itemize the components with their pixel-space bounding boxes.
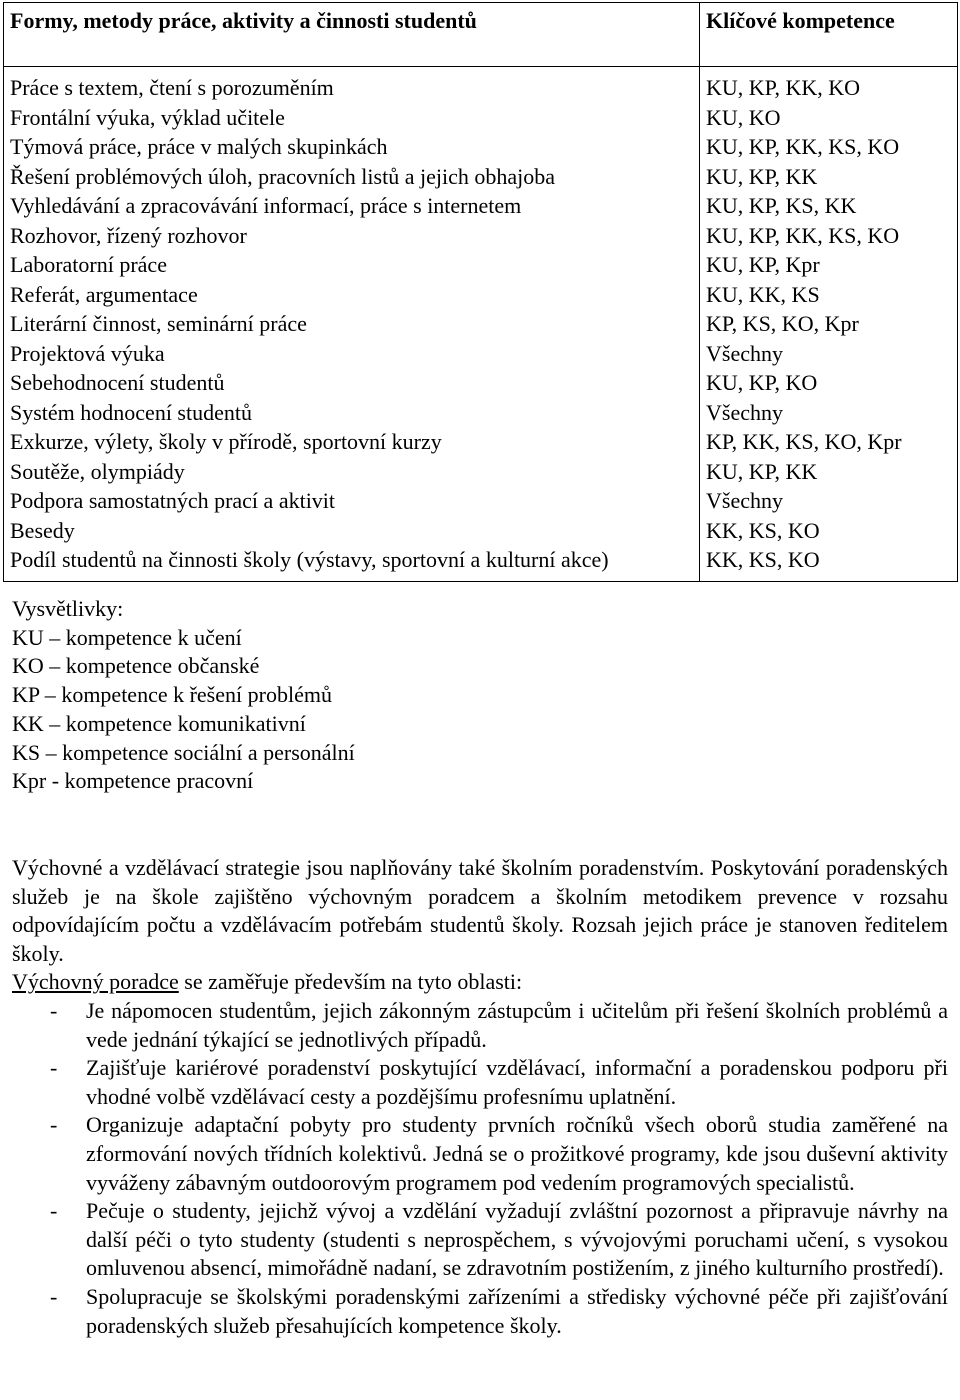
table-cell-activity: Rozhovor, řízený rozhovor — [10, 222, 247, 248]
legend-desc: kompetence k učení — [65, 624, 242, 650]
legend-desc: kompetence k řešení problémů — [61, 682, 332, 708]
list-item — [12, 1054, 948, 1111]
legend-desc: kompetence sociální a personální — [62, 739, 355, 765]
table-cell-activity: Exkurze, výlety, školy v přírodě, sportovní kurzy — [10, 429, 442, 454]
table-cell-competences: KU, KP, KS, KK — [706, 193, 857, 218]
list-item-text: Spolupracuje se školskými poradenskými zařízeními a středisky výchovné péče při zajišťování poradenských služeb přesahujících kompetence školy. — [86, 1283, 948, 1338]
list-item — [12, 997, 948, 1054]
table-header-row — [4, 3, 958, 67]
table-cell-activity: Referát, argumentace — [10, 281, 198, 307]
legend-item — [12, 739, 355, 768]
table-cell-activity: Besedy — [10, 517, 75, 543]
table-cell-competences: KP, KS, KO, Kpr — [706, 311, 859, 336]
table-cell-competences: KU, KO — [706, 104, 781, 130]
table-cell-competences: KU, KP, KK — [706, 458, 818, 484]
table-cell-activity: Systém hodnocení studentů — [10, 399, 252, 425]
legend-item — [12, 767, 355, 796]
legend-abbr: Kpr - — [12, 768, 60, 794]
table-cell-competences: KK, KS, KO — [706, 517, 820, 543]
list-item — [12, 1197, 948, 1283]
legend-item — [12, 710, 355, 739]
dash-marker: - — [50, 997, 58, 1023]
advisor-paragraph — [12, 968, 948, 997]
table-cell-competences: KU, KK, KS — [706, 281, 820, 307]
legend-desc: kompetence komunikativní — [65, 710, 306, 736]
table-cell-activity: Podpora samostatných prací a aktivit — [10, 488, 336, 513]
list-item-text: Zajišťuje kariérové poradenství poskytující vzdělávací, informační a poradenskou podporu při vhodné volbě vzdělávací cesty a pozdějšímu profesnímu uplatnění. — [86, 1055, 948, 1109]
table-cell-competences: KU, KP, KK, KS, KO — [706, 134, 900, 159]
legend-abbr: KP – — [12, 682, 56, 708]
legend-item — [12, 624, 355, 653]
counseling-text — [12, 854, 948, 1340]
advisor-tasks-list — [12, 997, 948, 1340]
dash-marker: - — [50, 1198, 58, 1224]
list-item — [12, 1111, 948, 1197]
table-cell-activity: Týmová práce, práce v malých skupinkách — [10, 134, 388, 159]
table-cell-competences: KU, KP, KO — [706, 370, 818, 395]
legend-item — [12, 681, 355, 710]
table-cell-activity: Práce s textem, čtení s porozuměním — [10, 75, 334, 100]
list-item-text: Pečuje o studenty, jejichž vývoj a vzdělání vyžadují zvláštní pozornost a připravuje návrhy na další péči o tyto studenty (studenti s neprospěchem, s vývojovými poruchami učení, s vysokou omluvenou absencí, mimořádně nadaní, se zdravotním postižením, z jiného kulturního prostředí). — [86, 1198, 948, 1281]
advisor-underlined: Výchovný poradce — [12, 969, 179, 995]
table-cell-competences: KU, KP, Kpr — [706, 252, 820, 277]
table-cell-competences: Všechny — [706, 340, 783, 366]
header-activities: Formy, metody práce, aktivity a činnosti studentů — [4, 3, 700, 67]
legend-abbr: KO – — [12, 653, 61, 679]
table-cell-activity: Řešení problémových úloh, pracovních listů a jejich obhajoba — [10, 163, 555, 189]
legend-items — [12, 624, 355, 796]
legend-title: Vysvětlivky: — [12, 596, 124, 621]
dash-marker: - — [50, 1283, 58, 1309]
table-cell-competences: KP, KK, KS, KO, Kpr — [706, 429, 902, 454]
legend-abbr: KS – — [12, 739, 57, 765]
table-cell-competences: KU, KP, KK, KO — [706, 75, 861, 100]
table-cell-competences: KU, KP, KK — [706, 163, 818, 189]
table-cell-activity: Projektová výuka — [10, 340, 165, 366]
legend-abbr: KK – — [12, 710, 61, 736]
table-cell-competences: Všechny — [706, 488, 783, 513]
table-cell-activity: Soutěže, olympiády — [10, 458, 185, 484]
table-cell-activity: Frontální výuka, výklad učitele — [10, 104, 285, 130]
competences-table — [3, 2, 958, 582]
table-cell-activity: Literární činnost, seminární práce — [10, 311, 307, 336]
list-item-text: Organizuje adaptační pobyty pro studenty prvních ročníků všech oborů studia zaměřené na zformování nových třídních kolektivů. Jedná se o prožitkové programy, kde jsou duševní aktivity vyváženy zábavným outdoorovým programem pod vedením programových specialistů. — [86, 1112, 948, 1195]
dash-marker: - — [50, 1112, 58, 1138]
table-body-row — [4, 67, 958, 582]
dash-marker: - — [50, 1055, 58, 1081]
table-cell-competences: Všechny — [706, 399, 783, 425]
intro-paragraph: Výchovné a vzdělávací strategie jsou naplňovány také školním poradenstvím. Poskytování poradenských služeb je na škole zajištěno výchovným poradcem a školním metodikem prevence v rozsahu odpovídajícím počtu a vzdělávacím potřebám studentů školy. Rozsah jejich práce je stanoven ředitelem školy. — [12, 855, 948, 966]
activities-column — [4, 67, 700, 582]
competences-column — [700, 67, 958, 582]
table-cell-activity: Vyhledávání a zpracovávání informací, práce s internetem — [10, 193, 522, 218]
legend — [12, 595, 355, 796]
table-cell-competences: KK, KS, KO — [706, 547, 820, 572]
list-item — [12, 1283, 948, 1340]
legend-desc: kompetence občanské — [65, 653, 260, 679]
table-cell-activity: Sebehodnocení studentů — [10, 370, 225, 395]
header-competences: Klíčové kompetence — [700, 3, 958, 67]
table-cell-activity: Laboratorní práce — [10, 252, 167, 277]
legend-desc: kompetence pracovní — [64, 768, 254, 794]
table-cell-activity: Podíl studentů na činnosti školy (výstavy, sportovní a kulturní akce) — [10, 547, 609, 572]
legend-abbr: KU – — [12, 624, 61, 650]
advisor-rest: se zaměřuje především na tyto oblasti: — [178, 969, 523, 995]
legend-item — [12, 652, 355, 681]
list-item-text: Je nápomocen studentům, jejich zákonným zástupcům i učitelům při řešení školních problémů a vede jednání týkající se jednotlivých případů. — [86, 997, 948, 1052]
table-cell-competences: KU, KP, KK, KS, KO — [706, 222, 900, 248]
